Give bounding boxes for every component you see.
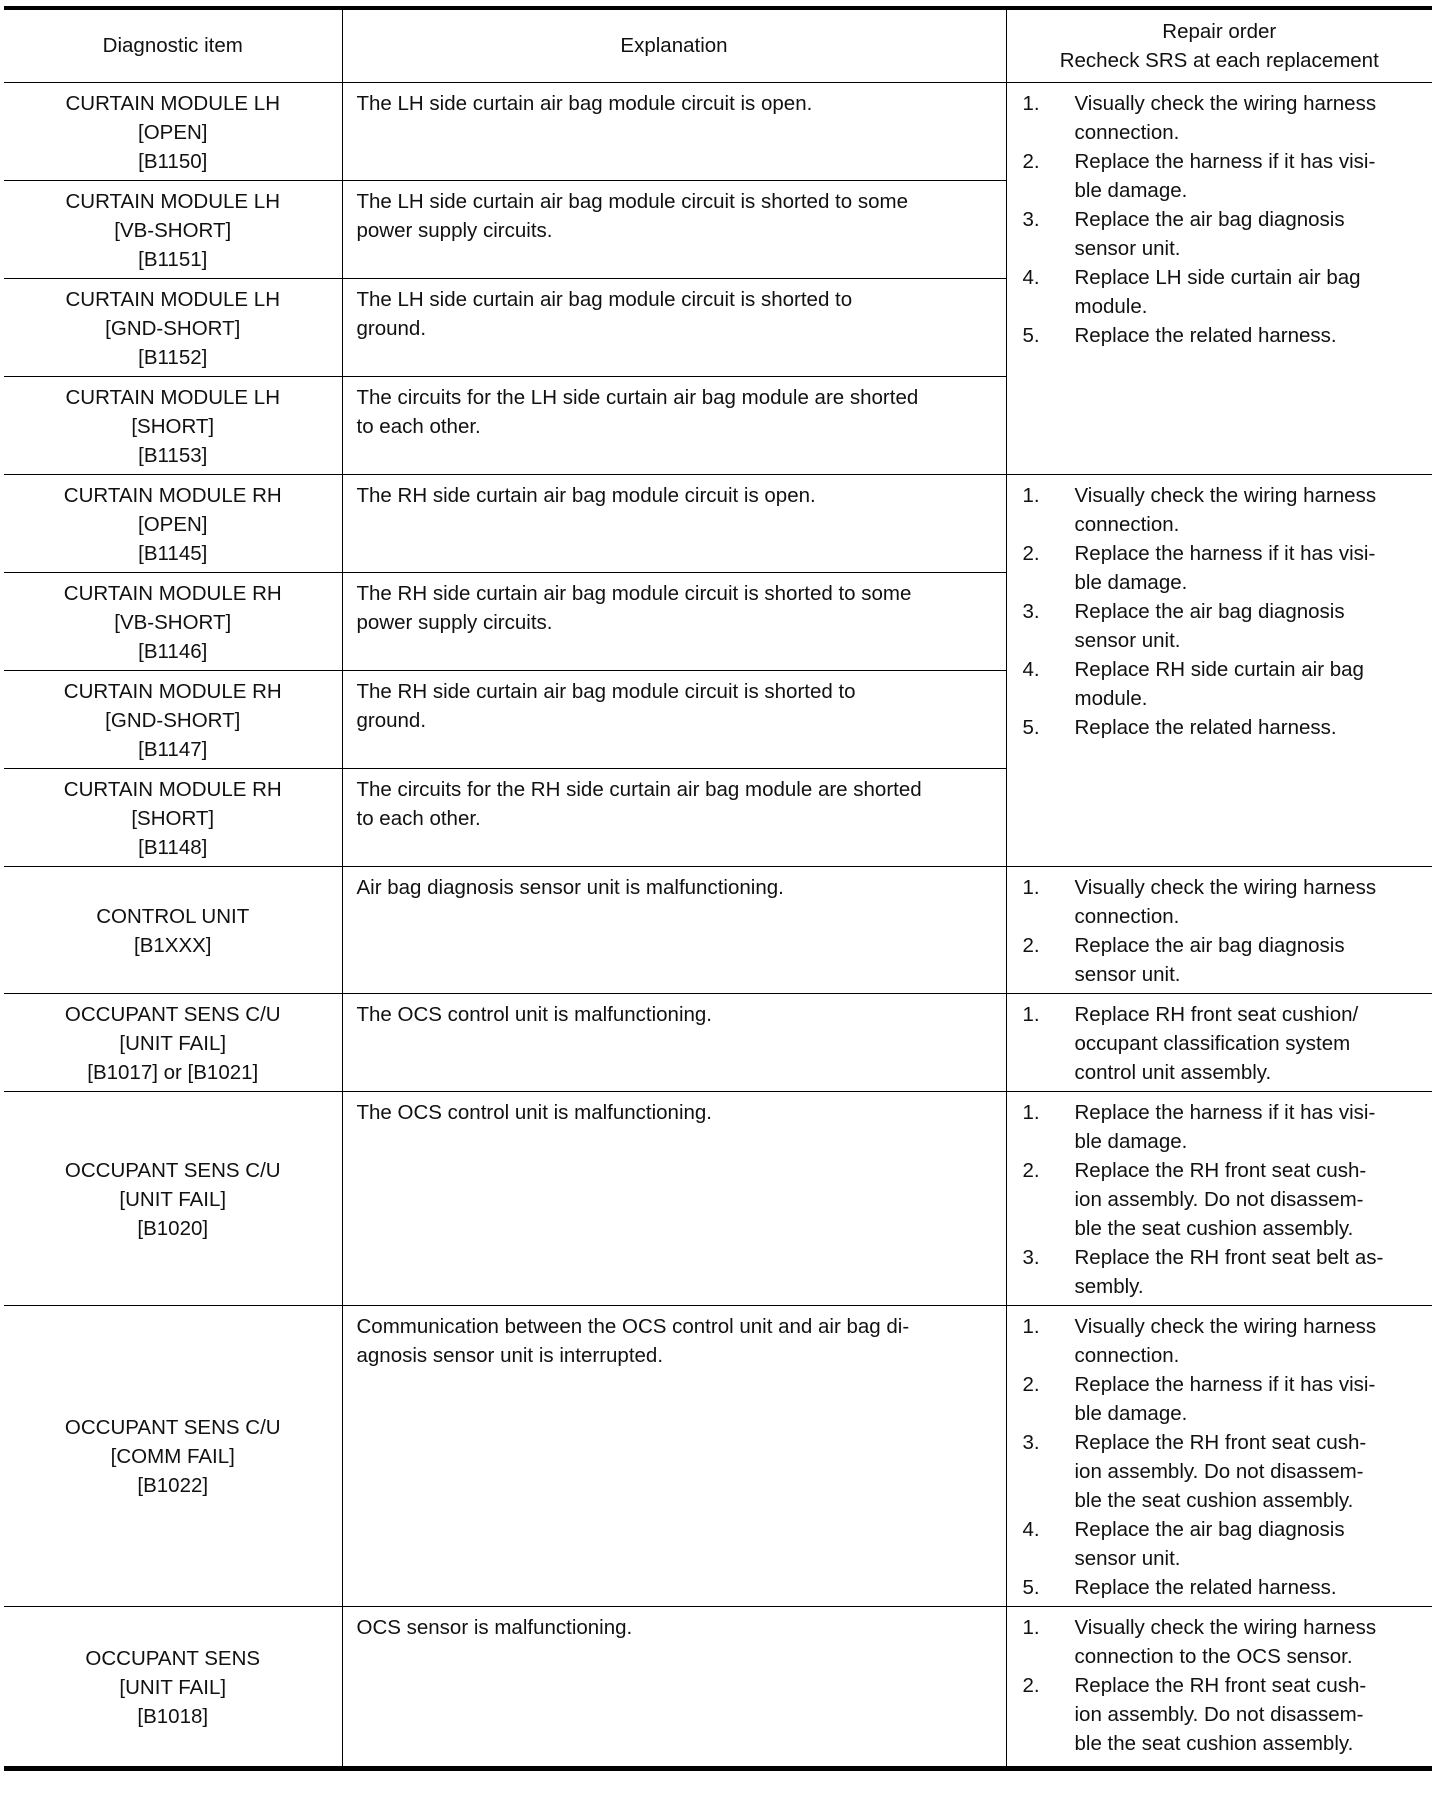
diagnostic-item-line: [UNIT FAIL] (119, 1675, 227, 1699)
repair-step-line: Replace the harness if it has visi- (1074, 541, 1376, 565)
header-repair-order (1006, 8, 1432, 82)
diagnostic-item-line: CURTAIN MODULE LH (65, 91, 281, 115)
diagnostic-item-line: [B1022] (137, 1474, 209, 1497)
table-row (4, 474, 1432, 572)
diagnostic-item-line: OCCUPANT SENS C/U (64, 1416, 281, 1439)
explanation-cell (342, 278, 1006, 376)
repair-step-number: 5. (1022, 1575, 1040, 1599)
repair-step-text (1075, 1671, 1425, 1758)
repair-step-number: 4. (1022, 1517, 1040, 1541)
diagnostic-item-line: [VB-SHORT] (114, 218, 232, 242)
diagnostic-item-line: CURTAIN MODULE LH (65, 189, 281, 213)
repair-step-text (1075, 931, 1425, 989)
repair-step-line: ble damage. (1074, 178, 1188, 202)
repair-step (1023, 1156, 1425, 1243)
repair-step-line: sensor unit. (1074, 1546, 1181, 1570)
repair-step-number: 1. (1022, 91, 1040, 115)
diagnostic-item-cell (4, 993, 342, 1091)
explanation-cell (342, 768, 1006, 866)
repair-step (1023, 1000, 1425, 1087)
repair-step-number: 2. (1022, 1673, 1040, 1697)
diagnostic-item-line: [GND-SHORT] (105, 708, 241, 732)
repair-step-line: sensor unit. (1074, 236, 1181, 260)
explanation-cell (342, 866, 1006, 993)
repair-step-line: Replace the RH front seat cush- (1074, 1158, 1367, 1182)
repair-step-line: Replace the harness if it has visi- (1074, 1372, 1376, 1396)
repair-step-line: Visually check the wiring harness (1074, 91, 1377, 115)
diagnostic-item-line: CURTAIN MODULE RH (63, 777, 282, 801)
table-row (4, 993, 1432, 1091)
repair-step-number: 3. (1022, 1430, 1040, 1454)
diagnostic-item-line: [B1XXX] (134, 933, 212, 957)
header-repair-note: Recheck SRS at each replacement (1059, 48, 1379, 72)
diagnostic-item-line: CURTAIN MODULE LH (65, 287, 281, 311)
repair-step-text (1075, 1613, 1425, 1671)
repair-step-line: connection. (1074, 512, 1180, 536)
diagnostic-item-line: [B1151] (138, 247, 208, 271)
repair-step-line: connection. (1074, 120, 1180, 144)
diagnostic-item-line: [UNIT FAIL] (119, 1187, 227, 1211)
repair-step-number: 2. (1022, 149, 1040, 173)
repair-step-number: 5. (1022, 715, 1040, 739)
repair-step-text (1075, 205, 1425, 263)
diagnostic-item-line: [B1017] or [B1021] (87, 1060, 259, 1084)
repair-step-line: Visually check the wiring harness (1074, 875, 1377, 899)
diagnostic-item-line: [UNIT FAIL] (119, 1031, 227, 1055)
repair-step-line: Replace the RH front seat cush- (1074, 1430, 1367, 1454)
explanation-line: agnosis sensor unit is interrupted. (356, 1343, 664, 1367)
diagnostic-item-cell (4, 1091, 342, 1305)
repair-step-text (1075, 89, 1425, 147)
repair-step-text (1075, 1312, 1425, 1370)
repair-step-number: 1. (1022, 1100, 1040, 1124)
diagnostic-item-line: CONTROL UNIT (96, 904, 250, 928)
repair-step-number: 2. (1022, 1372, 1040, 1396)
diagnostic-item-cell (4, 768, 342, 866)
diagnostic-item-line: OCCUPANT SENS C/U (64, 1158, 281, 1182)
diagnostic-table (4, 6, 1432, 1771)
diagnostic-item-cell (4, 866, 342, 993)
repair-step (1023, 1671, 1425, 1758)
repair-step-line: Replace the RH front seat belt as- (1074, 1245, 1384, 1269)
diagnostic-item-cell (4, 1606, 342, 1768)
explanation-line: power supply circuits. (356, 610, 553, 634)
repair-step-number: 4. (1022, 657, 1040, 681)
diagnostic-item-line: [VB-SHORT] (114, 610, 232, 634)
diagnostic-item-line: [B1020] (137, 1216, 209, 1240)
repair-step-text (1075, 1428, 1425, 1515)
repair-step-number: 1. (1022, 1002, 1040, 1026)
repair-step-text (1075, 147, 1425, 205)
repair-order-cell (1006, 1606, 1432, 1768)
repair-step (1023, 655, 1425, 713)
repair-order-cell (1006, 993, 1432, 1091)
repair-step-line: control unit assembly. (1074, 1060, 1272, 1084)
diagnostic-item-line: [SHORT] (131, 806, 215, 830)
diagnostic-item-line: OCCUPANT SENS C/U (64, 1002, 281, 1026)
table-row (4, 866, 1432, 993)
header-row (4, 8, 1432, 82)
explanation-line: OCS sensor is malfunctioning. (356, 1615, 633, 1639)
explanation-cell (342, 1305, 1006, 1606)
repair-step (1023, 205, 1425, 263)
repair-step (1023, 147, 1425, 205)
repair-order-cell (1006, 1305, 1432, 1606)
explanation-line: to each other. (356, 806, 481, 830)
diagnostic-item-line: [B1148] (138, 835, 208, 859)
repair-step-number: 2. (1022, 933, 1040, 957)
explanation-line: The LH side curtain air bag module circuit is shorted to (356, 287, 853, 311)
repair-step (1023, 263, 1425, 321)
table-row (4, 1091, 1432, 1305)
repair-step (1023, 1573, 1425, 1602)
repair-step-line: Visually check the wiring harness (1074, 1314, 1377, 1338)
repair-step-text (1075, 539, 1425, 597)
diagnostic-item-cell (4, 1305, 342, 1606)
diagnostic-item-cell (4, 180, 342, 278)
explanation-cell (342, 376, 1006, 474)
diagnostic-item-line: [B1018] (137, 1704, 209, 1728)
repair-step-line: Replace the RH front seat cush- (1074, 1673, 1367, 1697)
repair-step-line: Visually check the wiring harness (1074, 483, 1377, 507)
diagnostic-item-line: [B1145] (138, 541, 208, 565)
repair-step-line: ble the seat cushion assembly. (1074, 1216, 1354, 1240)
repair-step-text (1075, 713, 1425, 742)
repair-step-line: Replace the air bag diagnosis (1074, 933, 1345, 957)
explanation-line: The OCS control unit is malfunctioning. (356, 1002, 712, 1026)
explanation-cell (342, 572, 1006, 670)
repair-step-number: 3. (1022, 1245, 1040, 1269)
repair-step (1023, 321, 1425, 350)
repair-step-text (1075, 263, 1425, 321)
diagnostic-item-line: [B1152] (138, 345, 208, 369)
repair-order-cell (1006, 1091, 1432, 1305)
repair-step-text (1075, 655, 1425, 713)
explanation-line: ground. (356, 708, 427, 732)
repair-step-line: Replace the air bag diagnosis (1074, 599, 1345, 623)
explanation-line: The circuits for the LH side curtain air bag module are shorted (356, 385, 919, 409)
explanation-line: The OCS control unit is malfunctioning. (356, 1100, 712, 1124)
explanation-line: Communication between the OCS control unit and air bag di- (356, 1314, 910, 1338)
diagnostic-item-cell (4, 376, 342, 474)
diagnostic-item-cell (4, 572, 342, 670)
repair-order-cell (1006, 82, 1432, 474)
repair-step-line: ble the seat cushion assembly. (1074, 1731, 1354, 1755)
diagnostic-item-line: [GND-SHORT] (105, 316, 241, 340)
repair-step-line: ion assembly. Do not disassem- (1074, 1187, 1364, 1211)
repair-step-text (1075, 1515, 1425, 1573)
repair-step-text (1075, 321, 1425, 350)
repair-step (1023, 1312, 1425, 1370)
table-row (4, 1305, 1432, 1606)
explanation-line: The LH side curtain air bag module circuit is open. (356, 91, 813, 115)
repair-step (1023, 1428, 1425, 1515)
repair-step-text (1075, 1098, 1425, 1156)
repair-step-line: Replace RH front seat cushion/ (1074, 1002, 1359, 1026)
explanation-line: Air bag diagnosis sensor unit is malfunctioning. (356, 875, 784, 899)
diagnostic-item-line: [COMM FAIL] (110, 1445, 235, 1468)
diagnostic-item-line: [B1146] (138, 639, 208, 663)
repair-step-number: 2. (1022, 1158, 1040, 1182)
repair-step-line: occupant classification system (1074, 1031, 1351, 1055)
explanation-line: to each other. (356, 414, 481, 438)
explanation-cell (342, 993, 1006, 1091)
header-diagnostic-item: Diagnostic item (4, 8, 342, 82)
repair-step-line: module. (1074, 294, 1148, 318)
repair-step-number: 1. (1022, 875, 1040, 899)
repair-step-number: 4. (1022, 265, 1040, 289)
explanation-line: The RH side curtain air bag module circuit is shorted to some (356, 581, 912, 605)
table-row (4, 82, 1432, 180)
diagnostic-item-line: [B1150] (138, 149, 208, 173)
repair-step (1023, 1243, 1425, 1301)
diagnostic-item-line: OCCUPANT SENS (85, 1646, 261, 1670)
header-explanation: Explanation (342, 8, 1006, 82)
repair-step (1023, 1370, 1425, 1428)
explanation-cell (342, 1091, 1006, 1305)
explanation-line: power supply circuits. (356, 218, 553, 242)
repair-step-text (1075, 1156, 1425, 1243)
explanation-cell (342, 474, 1006, 572)
explanation-line: The circuits for the RH side curtain air bag module are shorted (356, 777, 922, 801)
repair-step-line: ion assembly. Do not disassem- (1074, 1702, 1364, 1726)
diagnostic-item-cell (4, 670, 342, 768)
explanation-line: The LH side curtain air bag module circuit is shorted to some (356, 189, 908, 213)
repair-step-line: module. (1074, 686, 1148, 710)
explanation-cell (342, 670, 1006, 768)
repair-step (1023, 1613, 1425, 1671)
repair-step-line: Replace LH side curtain air bag (1074, 265, 1361, 289)
explanation-line: The RH side curtain air bag module circuit is open. (356, 483, 816, 507)
repair-step-text (1075, 1370, 1425, 1428)
repair-step-line: Replace the related harness. (1074, 715, 1337, 739)
repair-step-line: ble damage. (1074, 1129, 1188, 1153)
repair-step-line: ble damage. (1074, 570, 1188, 594)
repair-step-line: sembly. (1074, 1274, 1144, 1298)
table-row (4, 1606, 1432, 1768)
explanation-line: The RH side curtain air bag module circuit is shorted to (356, 679, 856, 703)
diagnostic-item-line: CURTAIN MODULE RH (63, 581, 282, 605)
repair-step-line: Replace the related harness. (1074, 323, 1337, 347)
repair-step-line: ble the seat cushion assembly. (1074, 1488, 1354, 1512)
repair-step-line: Replace the air bag diagnosis (1074, 207, 1345, 231)
diagnostic-item-line: [OPEN] (138, 120, 208, 144)
repair-step-text (1075, 1243, 1425, 1301)
repair-step-text (1075, 873, 1425, 931)
repair-step-number: 1. (1022, 1615, 1040, 1639)
repair-step-line: sensor unit. (1074, 962, 1181, 986)
repair-step-line: connection. (1074, 1343, 1180, 1367)
repair-order-cell (1006, 866, 1432, 993)
repair-step-line: Replace the harness if it has visi- (1074, 149, 1376, 173)
diagnostic-item-line: CURTAIN MODULE LH (65, 385, 281, 409)
diagnostic-item-cell (4, 278, 342, 376)
repair-step-line: ion assembly. Do not disassem- (1074, 1459, 1364, 1483)
explanation-cell (342, 82, 1006, 180)
repair-step (1023, 1098, 1425, 1156)
diagnostic-item-cell (4, 474, 342, 572)
repair-step (1023, 873, 1425, 931)
repair-step-line: ble damage. (1074, 1401, 1188, 1425)
diagnostic-item-line: CURTAIN MODULE RH (63, 679, 282, 703)
repair-step (1023, 931, 1425, 989)
repair-step (1023, 539, 1425, 597)
repair-step-number: 3. (1022, 207, 1040, 231)
diagnostic-item-line: CURTAIN MODULE RH (63, 483, 282, 507)
repair-step (1023, 1515, 1425, 1573)
repair-step-number: 3. (1022, 599, 1040, 623)
repair-step (1023, 713, 1425, 742)
repair-step (1023, 481, 1425, 539)
repair-step-line: Replace the related harness. (1074, 1575, 1337, 1599)
diagnostic-item-line: [B1147] (138, 737, 208, 761)
explanation-cell (342, 1606, 1006, 1768)
repair-step-number: 1. (1022, 483, 1040, 507)
repair-step-line: sensor unit. (1074, 628, 1181, 652)
repair-order-cell (1006, 474, 1432, 866)
repair-step-text (1075, 1573, 1425, 1602)
repair-step-number: 2. (1022, 541, 1040, 565)
repair-step-number: 1. (1022, 1314, 1040, 1338)
header-repair-title: Repair order (1162, 19, 1277, 43)
repair-step-line: Visually check the wiring harness (1074, 1615, 1377, 1639)
repair-step-line: connection to the OCS sensor. (1074, 1644, 1353, 1668)
repair-step-line: connection. (1074, 904, 1180, 928)
srs-diagnostic-table (4, 6, 1432, 1771)
repair-step-number: 5. (1022, 323, 1040, 347)
repair-step-text (1075, 597, 1425, 655)
diagnostic-item-line: [B1153] (138, 443, 208, 467)
repair-step-text (1075, 481, 1425, 539)
diagnostic-item-cell (4, 82, 342, 180)
repair-step-line: Replace RH side curtain air bag (1074, 657, 1364, 681)
repair-step-line: Replace the harness if it has visi- (1074, 1100, 1376, 1124)
explanation-cell (342, 180, 1006, 278)
repair-step (1023, 597, 1425, 655)
diagnostic-item-line: [OPEN] (138, 512, 208, 536)
diagnostic-item-line: [SHORT] (131, 414, 215, 438)
repair-step-text (1075, 1000, 1425, 1087)
repair-step (1023, 89, 1425, 147)
explanation-line: ground. (356, 316, 427, 340)
repair-step-line: Replace the air bag diagnosis (1074, 1517, 1345, 1541)
